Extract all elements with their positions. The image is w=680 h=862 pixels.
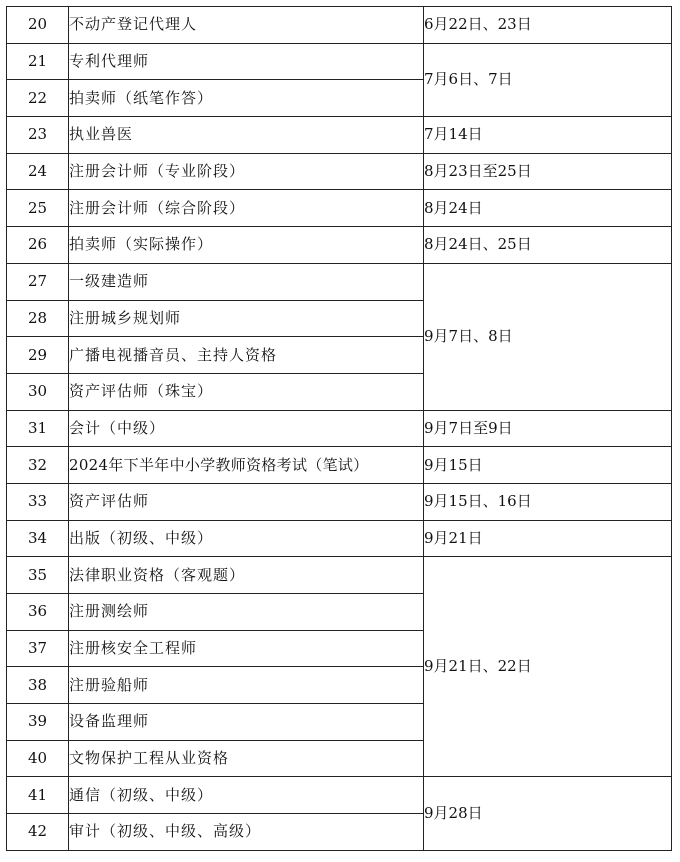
row-number: 20 xyxy=(7,7,69,44)
row-number: 32 xyxy=(7,447,69,484)
exam-schedule-table xyxy=(6,6,672,851)
exam-name: 注册验船师 xyxy=(69,667,424,704)
table-row xyxy=(7,153,672,190)
row-number: 29 xyxy=(7,337,69,374)
exam-name: 审计（初级、中级、高级） xyxy=(69,814,424,851)
exam-date: 9月21日 xyxy=(424,520,672,557)
exam-name: 资产评估师（珠宝） xyxy=(69,373,424,410)
exam-name: 拍卖师（实际操作） xyxy=(69,227,424,264)
exam-date: 7月6日、7日 xyxy=(424,43,672,116)
table-row xyxy=(7,43,672,80)
exam-name: 设备监理师 xyxy=(69,704,424,741)
exam-name: 不动产登记代理人 xyxy=(69,7,424,44)
table-row xyxy=(7,410,672,447)
row-number: 25 xyxy=(7,190,69,227)
table-row xyxy=(7,557,672,594)
row-number: 40 xyxy=(7,740,69,777)
row-number: 24 xyxy=(7,153,69,190)
row-number: 31 xyxy=(7,410,69,447)
exam-date: 9月15日 xyxy=(424,447,672,484)
exam-date: 9月7日至9日 xyxy=(424,410,672,447)
exam-date: 9月7日、8日 xyxy=(424,263,672,410)
row-number: 42 xyxy=(7,814,69,851)
row-number: 30 xyxy=(7,373,69,410)
row-number: 33 xyxy=(7,483,69,520)
table-row xyxy=(7,227,672,264)
exam-name: 通信（初级、中级） xyxy=(69,777,424,814)
row-number: 36 xyxy=(7,594,69,631)
exam-date: 7月14日 xyxy=(424,117,672,154)
row-number: 37 xyxy=(7,630,69,667)
row-number: 28 xyxy=(7,300,69,337)
exam-name: 2024年下半年中小学教师资格考试（笔试） xyxy=(69,447,424,484)
exam-name: 广播电视播音员、主持人资格 xyxy=(69,337,424,374)
exam-name: 文物保护工程从业资格 xyxy=(69,740,424,777)
row-number: 22 xyxy=(7,80,69,117)
row-number: 34 xyxy=(7,520,69,557)
row-number: 21 xyxy=(7,43,69,80)
table-row xyxy=(7,483,672,520)
exam-date: 8月24日 xyxy=(424,190,672,227)
exam-name: 一级建造师 xyxy=(69,263,424,300)
exam-date: 9月21日、22日 xyxy=(424,557,672,777)
table-row xyxy=(7,447,672,484)
exam-date: 9月15日、16日 xyxy=(424,483,672,520)
row-number: 23 xyxy=(7,117,69,154)
table-row xyxy=(7,117,672,154)
exam-date: 6月22日、23日 xyxy=(424,7,672,44)
row-number: 38 xyxy=(7,667,69,704)
table-row xyxy=(7,190,672,227)
table-row xyxy=(7,520,672,557)
exam-date: 8月24日、25日 xyxy=(424,227,672,264)
exam-name: 专利代理师 xyxy=(69,43,424,80)
row-number: 41 xyxy=(7,777,69,814)
exam-name: 注册测绘师 xyxy=(69,594,424,631)
table-row xyxy=(7,263,672,300)
exam-name: 注册核安全工程师 xyxy=(69,630,424,667)
exam-name: 会计（中级） xyxy=(69,410,424,447)
row-number: 27 xyxy=(7,263,69,300)
row-number: 39 xyxy=(7,704,69,741)
row-number: 26 xyxy=(7,227,69,264)
exam-date: 8月23日至25日 xyxy=(424,153,672,190)
exam-name: 拍卖师（纸笔作答） xyxy=(69,80,424,117)
row-number: 35 xyxy=(7,557,69,594)
exam-name: 注册会计师（综合阶段） xyxy=(69,190,424,227)
exam-name: 执业兽医 xyxy=(69,117,424,154)
table-row xyxy=(7,777,672,814)
exam-name: 注册城乡规划师 xyxy=(69,300,424,337)
exam-name: 资产评估师 xyxy=(69,483,424,520)
exam-name: 法律职业资格（客观题） xyxy=(69,557,424,594)
exam-date: 9月28日 xyxy=(424,777,672,850)
exam-name: 出版（初级、中级） xyxy=(69,520,424,557)
exam-name: 注册会计师（专业阶段） xyxy=(69,153,424,190)
table-row xyxy=(7,7,672,44)
